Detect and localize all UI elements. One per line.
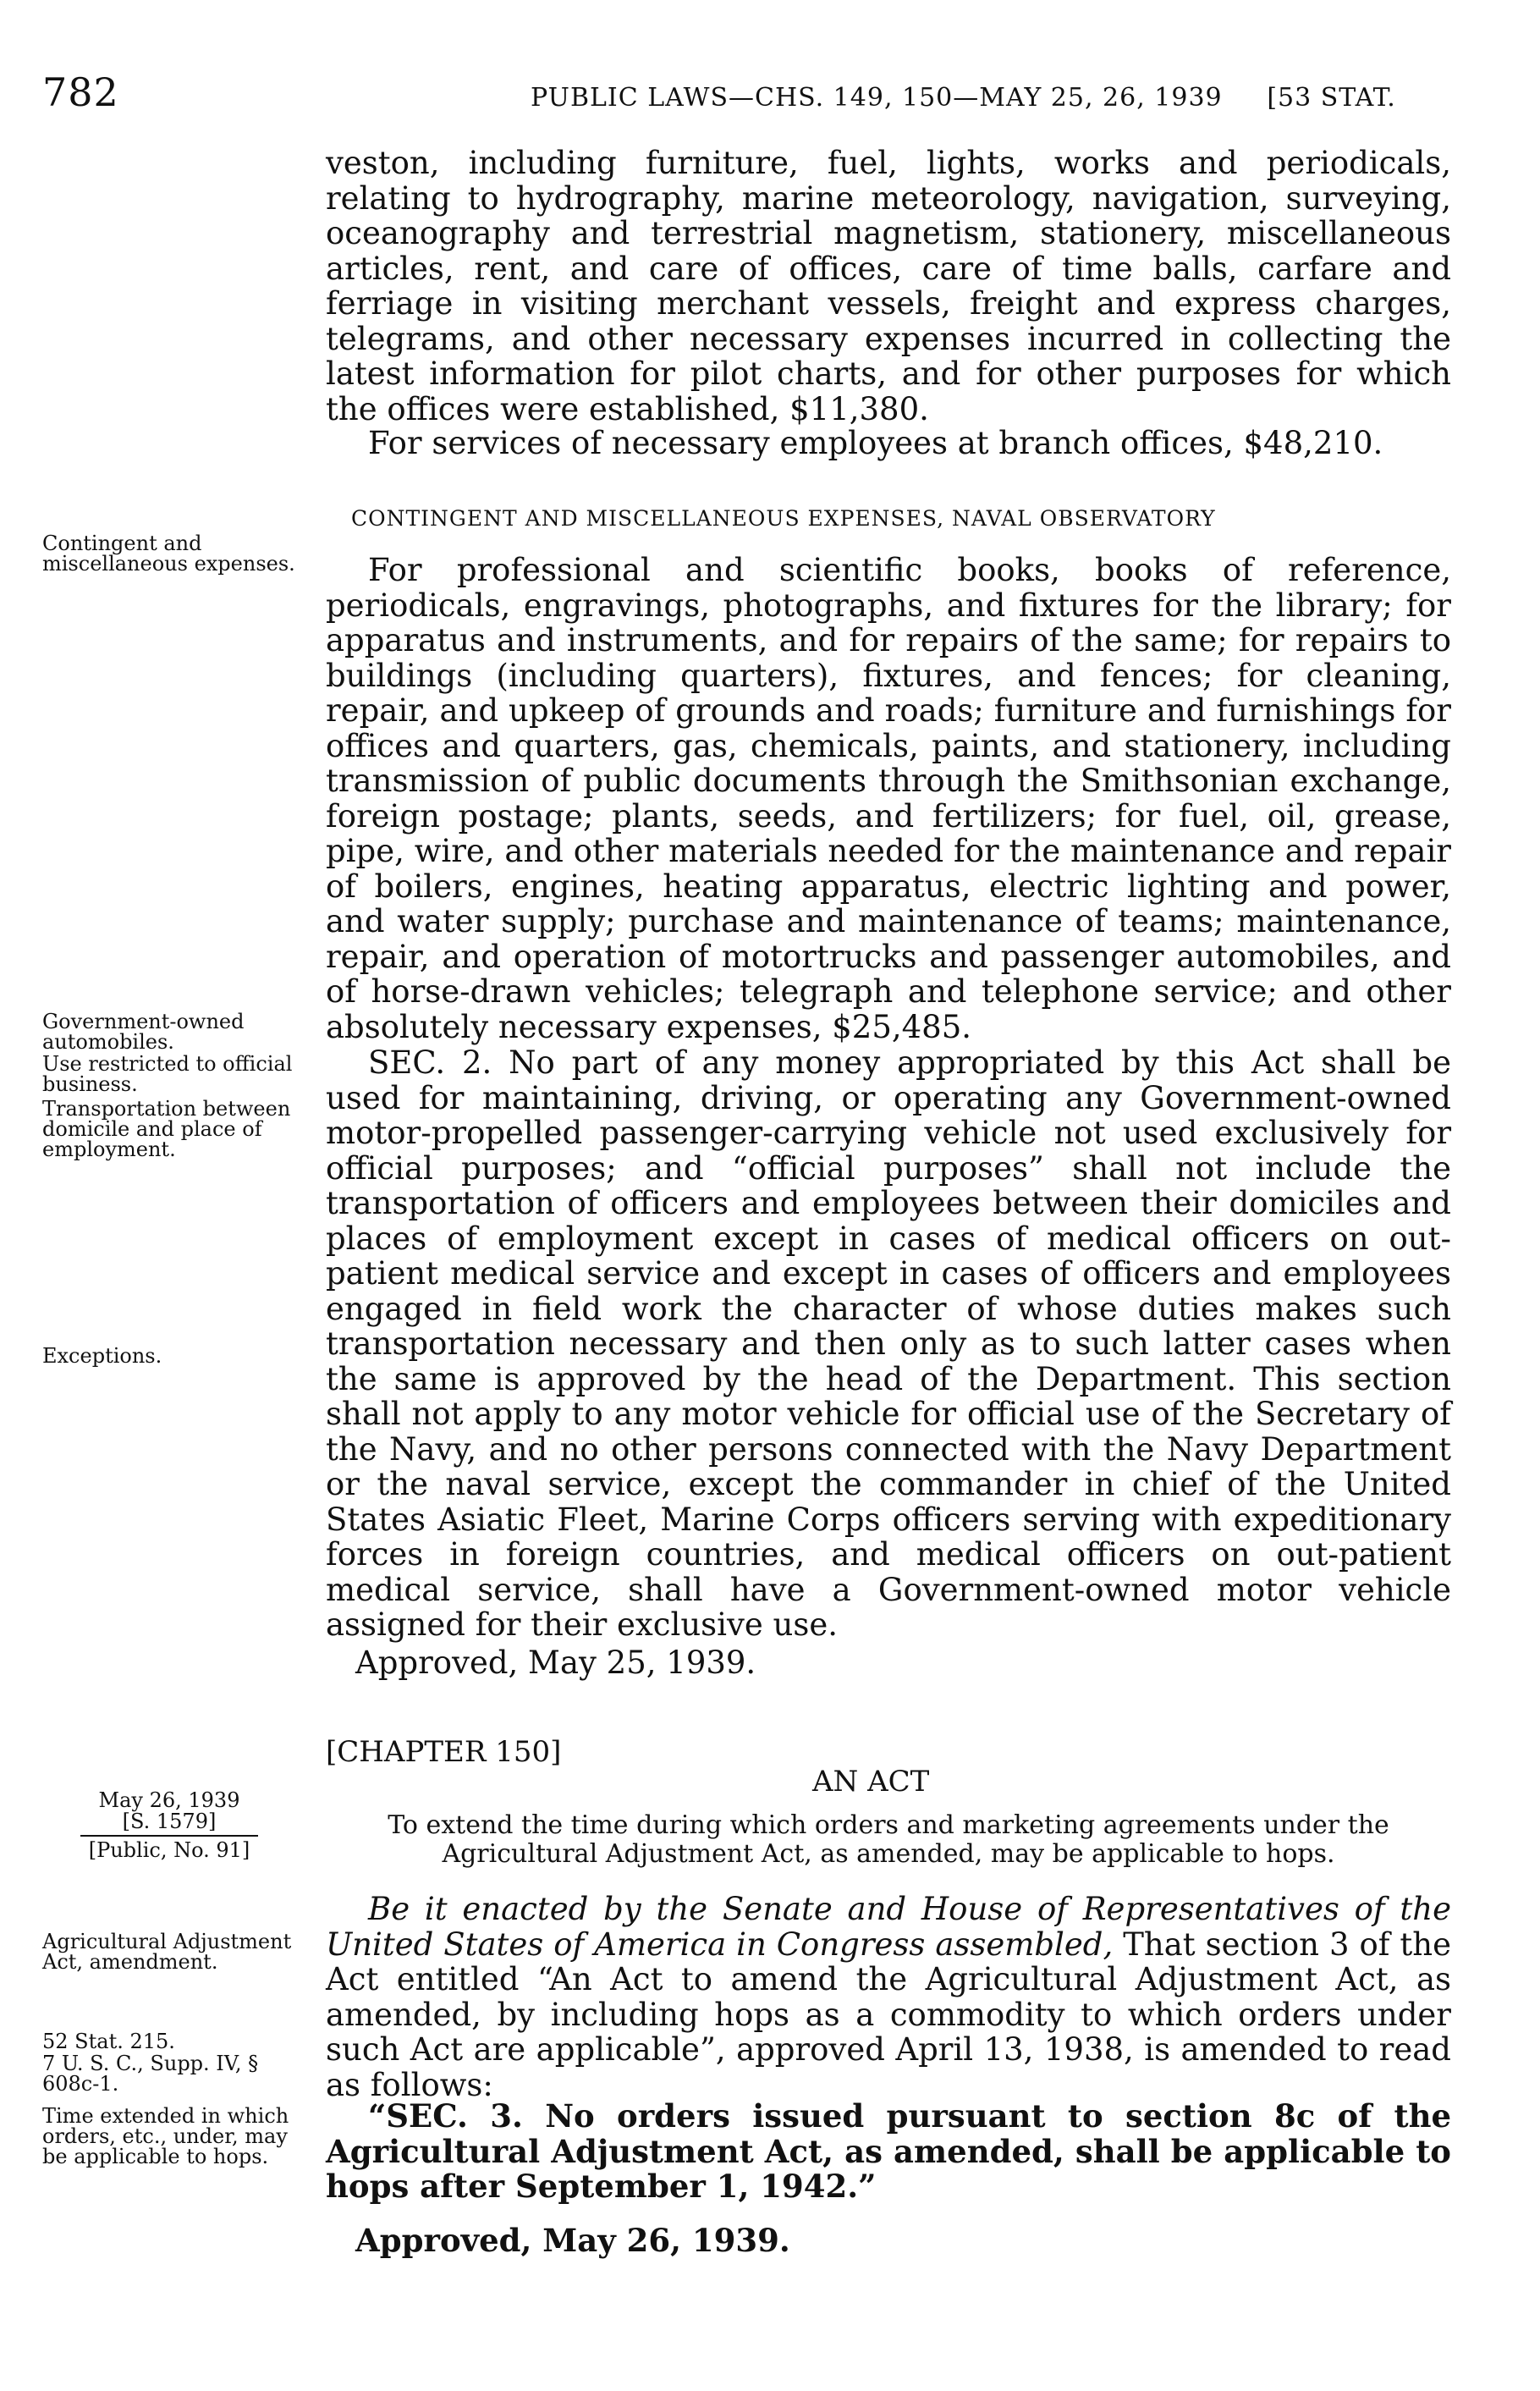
approved-date-2: Approved, May 26, 1939. bbox=[355, 2222, 790, 2259]
margin-note-exceptions: Exceptions. bbox=[42, 1344, 162, 1368]
act-body-text: That section 3 of the Act entitled “An Act to amend the Agricultural Adjustment Act, as amended, by including hops as a commodity to which orders under such Act are applicable”, approved April 13, 1938, is amended to read as follows: bbox=[326, 1925, 1451, 2103]
paragraph-quoted-section-3 bbox=[326, 2099, 1451, 2205]
running-head bbox=[531, 83, 1396, 113]
section-2-text: No part of any money appropriated by this Act shall be used for maintaining, driving, or operating any Government-owned motor-propelled passenger-carrying vehicle not used exclusively for official purposes; and “official purposes” shall not include the transportation of officers and employees between their domiciles and places of employment except in cases of medical officers on out-patient medical service and except in cases of officers and employees engaged in field work the character of whose duties makes such transportation necessary and then only as to such latter cases when the same is approved by the head of the Department. This section shall not apply to any motor vehicle for official use of the Secretary of the Navy, and no other persons connected with the Navy Department or the naval service, except the commander in chief of the United States Asiatic Fleet, Marine Corps officers serving with expeditionary forces in foreign countries, and medical officers on out-patient medical service, shall have a Government-owned motor vehicle assigned for their exclusive use. bbox=[326, 1044, 1452, 1643]
margin-rule bbox=[80, 1835, 258, 1837]
margin-note-use-restricted: Use restricted to official business. bbox=[42, 1052, 293, 1096]
margin-note-time-extended: Time extended in which orders, etc., under, may be applicable to hops. bbox=[42, 2104, 289, 2168]
act-purpose bbox=[326, 1811, 1451, 1869]
margin-note-stat-reference: 52 Stat. 215. bbox=[42, 2030, 175, 2053]
margin-note-public-number: [Public, No. 91] bbox=[88, 1838, 250, 1862]
margin-note-usc-reference: 7 U. S. C., Supp. IV, § 608c-1. bbox=[42, 2052, 259, 2096]
act-purpose-line-1: To extend the time during which orders and marketing agreements under the bbox=[388, 1810, 1389, 1840]
margin-note-agricultural-amendment: Agricultural Adjustment Act, amendment. bbox=[42, 1930, 292, 1974]
margin-note-transportation: Transportation between domicile and place of employment. bbox=[42, 1097, 291, 1161]
section-2-label: SEC. 2. bbox=[368, 1044, 492, 1081]
margin-note-bill-number: [S. 1579] bbox=[122, 1810, 217, 1833]
paragraph-enacting bbox=[326, 1892, 1451, 2102]
running-head-title: PUBLIC LAWS—CHS. 149, 150—MAY 25, 26, 1939 bbox=[531, 83, 1223, 113]
volume-reference: [53 STAT. bbox=[1267, 83, 1396, 113]
chapter-label: [CHAPTER 150] bbox=[326, 1735, 562, 1769]
section-heading-naval-observatory: CONTINGENT AND MISCELLANEOUS EXPENSES, NAVAL OBSERVATORY bbox=[351, 506, 1216, 531]
approved-date-1: Approved, May 25, 1939. bbox=[355, 1645, 756, 1681]
paragraph-section-2 bbox=[326, 1045, 1451, 1643]
margin-note-contingent: Contingent and miscellaneous expenses. bbox=[42, 532, 295, 576]
paragraph-professional-books: For professional and scientific books, books of reference, periodicals, engravings, photographs, and fixtures for the library; for apparatus and instruments, and for repairs of the same; for repairs to buildings (including quarters), fixtures, and fences; for cleaning, repair, and upkeep of grounds and roads; furniture and furnishings for offices and quarters, gas, chemicals, paints, and stationery, including transmission of public documents through the Smithsonian exchange, foreign postage; plants, seeds, and fertilizers; for fuel, oil, grease, pipe, wire, and other materials needed for the maintenance and repair of boilers, engines, heating apparatus, electric lighting and power, and water supply; purchase and maintenance of teams; maintenance, repair, and operation of motortrucks and passenger automobiles, and of horse-drawn vehicles; telegraph and telephone service; and other absolutely necessary expenses, $25,485. bbox=[326, 552, 1451, 1045]
paragraph-branch-offices: For services of necessary employees at branch offices, $48,210. bbox=[368, 425, 1383, 461]
paragraph-veston: veston, including furniture, fuel, lights, works and periodicals, relating to hydrography, marine meteorology, navigation, surveying, oceanography and terrestrial magnetism, stationery, miscellaneous articles, rent, and care of offices, care of time balls, carfare and ferriage in visiting merchant vessels, freight and express charges, telegrams, and other necessary expenses incurred in collecting the latest information for pilot charts, and for other purposes for which the offices were established, $11,380. bbox=[326, 145, 1451, 427]
act-purpose-line-2: Agricultural Adjustment Act, as amended, may be applicable to hops. bbox=[442, 1839, 1335, 1869]
page-number: 782 bbox=[42, 69, 119, 115]
act-title: AN ACT bbox=[812, 1765, 930, 1799]
enacting-clause: Be it enacted by the Senate and House of Representatives of the United States of America in Congress assembled, bbox=[326, 1891, 1451, 1963]
margin-note-government-owned: Government-owned automobiles. bbox=[42, 1010, 245, 1054]
quoted-section-3-label: “SEC. 3. bbox=[368, 2097, 523, 2135]
margin-note-date: May 26, 1939 bbox=[98, 1788, 240, 1812]
quoted-section-3-text: No orders issued pursuant to section 8c of the Agricultural Adjustment Act, as amended, shall be applicable to hops after September 1, 1942.” bbox=[326, 2097, 1452, 2205]
